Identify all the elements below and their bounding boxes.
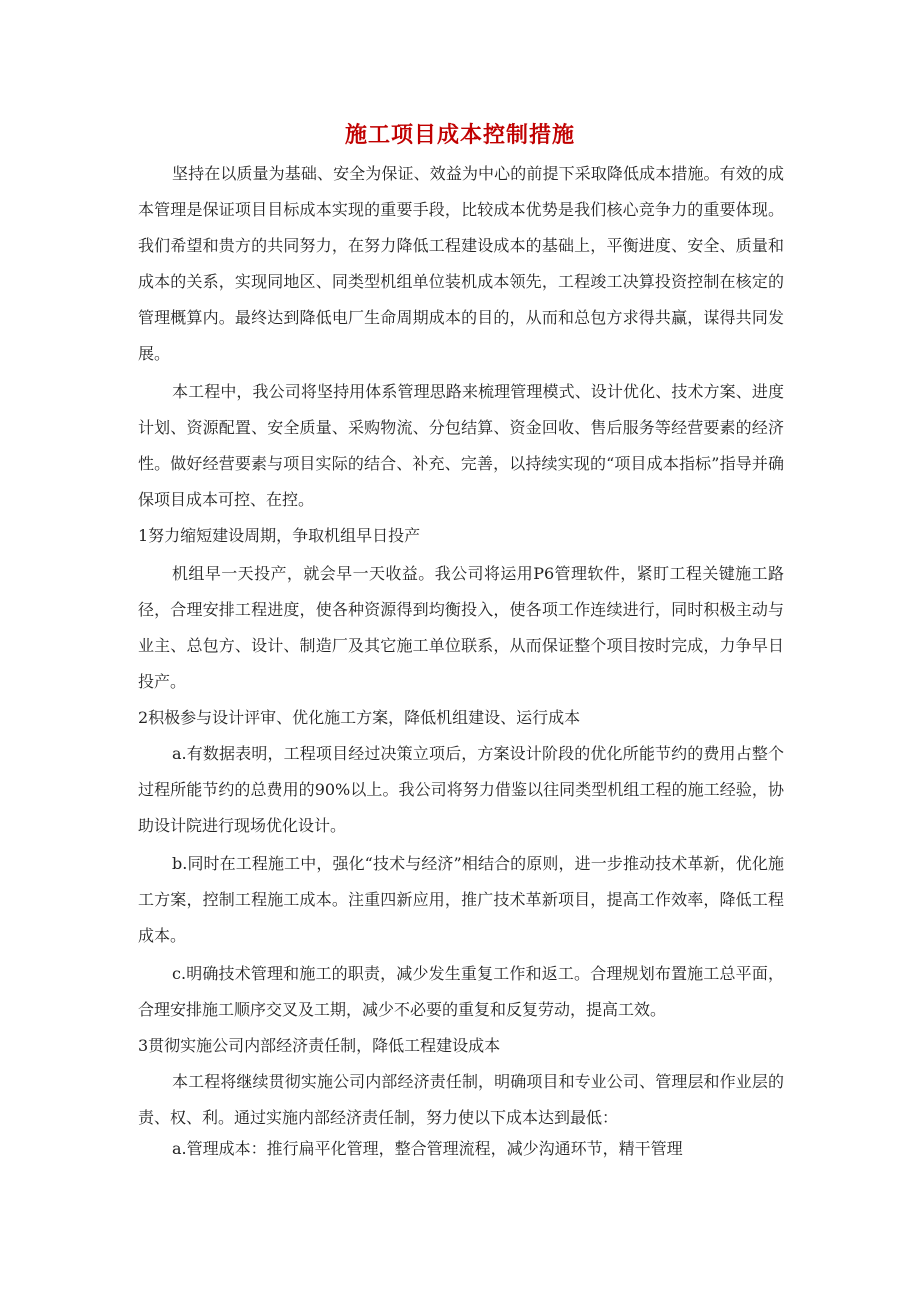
section-heading-3: 3贯彻实施公司内部经济责任制，降低工程建设成本 — [138, 1036, 501, 1055]
section-heading-2: 2积极参与设计评审、优化施工方案，降低机组建设、运行成本 — [138, 708, 581, 727]
paragraph-section-2c: c.明确技术管理和施工的职责，减少发生重复工作和返工。合理规划布置施工总平面，合理安排施工顺序交叉及工期，减少不必要的重复和反复劳动，提高工效。 — [138, 964, 784, 1019]
paragraph-section-2b: b.同时在工程施工中，强化“技术与经济”相结合的原则，进一步推动技术革新，优化施工方案，控制工程施工成本。注重四新应用，推广技术革新项目，提高工作效率，降低工程成本。 — [138, 854, 784, 945]
document-title: 施工项目成本控制措施 — [344, 122, 575, 148]
paragraph-intro: 坚持在以质量为基础、安全为保证、效益为中心的前提下采取降低成本措施。有效的成本管理是保证项目目标成本实现的重要手段，比较成本优势是我们核心竞争力的重要体现。我们希望和贵方的共同努力，在努力降低工程建设成本的基础上，平衡进度、安全、质量和成本的关系，实现同地区、同类型机组单位装机成本领先，工程竣工决算投资控制在核定的管理概算内。最终达到降低电厂生命周期成本的目的，从而和总包方求得共赢，谋得共同发展。 — [138, 164, 784, 363]
paragraph-section-3: 本工程将继续贯彻实施公司内部经济责任制，明确项目和专业公司、管理层和作业层的责、权、利。通过实施内部经济责任制，努力使以下成本达到最低： — [138, 1072, 784, 1127]
document-body — [138, 156, 784, 1162]
paragraph-section-2a: a.有数据表明，工程项目经过决策立项后，方案设计阶段的优化所能节约的费用占整个过程所能节约的总费用的90%以上。我公司将努力借鉴以往同类型机组工程的施工经验，协助设计院进行现场优化设计。 — [138, 744, 784, 835]
section-heading-1: 1努力缩短建设周期，争取机组早日投产 — [138, 526, 421, 545]
paragraph-section-1: 机组早一天投产，就会早一天收益。我公司将运用P6管理软件，紧盯工程关键施工路径，合理安排工程进度，使各种资源得到均衡投入，使各项工作连续进行，同时积极主动与业主、总包方、设计、制造厂及其它施工单位联系，从而保证整个项目按时完成，力争早日投产。 — [138, 564, 784, 691]
paragraph-system-management: 本工程中，我公司将坚持用体系管理思路来梳理管理模式、设计优化、技术方案、进度计划、资源配置、安全质量、采购物流、分包结算、资金回收、售后服务等经营要素的经济性。做好经营要素与项目实际的结合、补充、完善，以持续实现的“项目成本指标”指导并确保项目成本可控、在控。 — [138, 382, 784, 509]
paragraph-section-3a: a.管理成本：推行扁平化管理，整合管理流程，减少沟通环节，精干管理 — [172, 1139, 683, 1158]
